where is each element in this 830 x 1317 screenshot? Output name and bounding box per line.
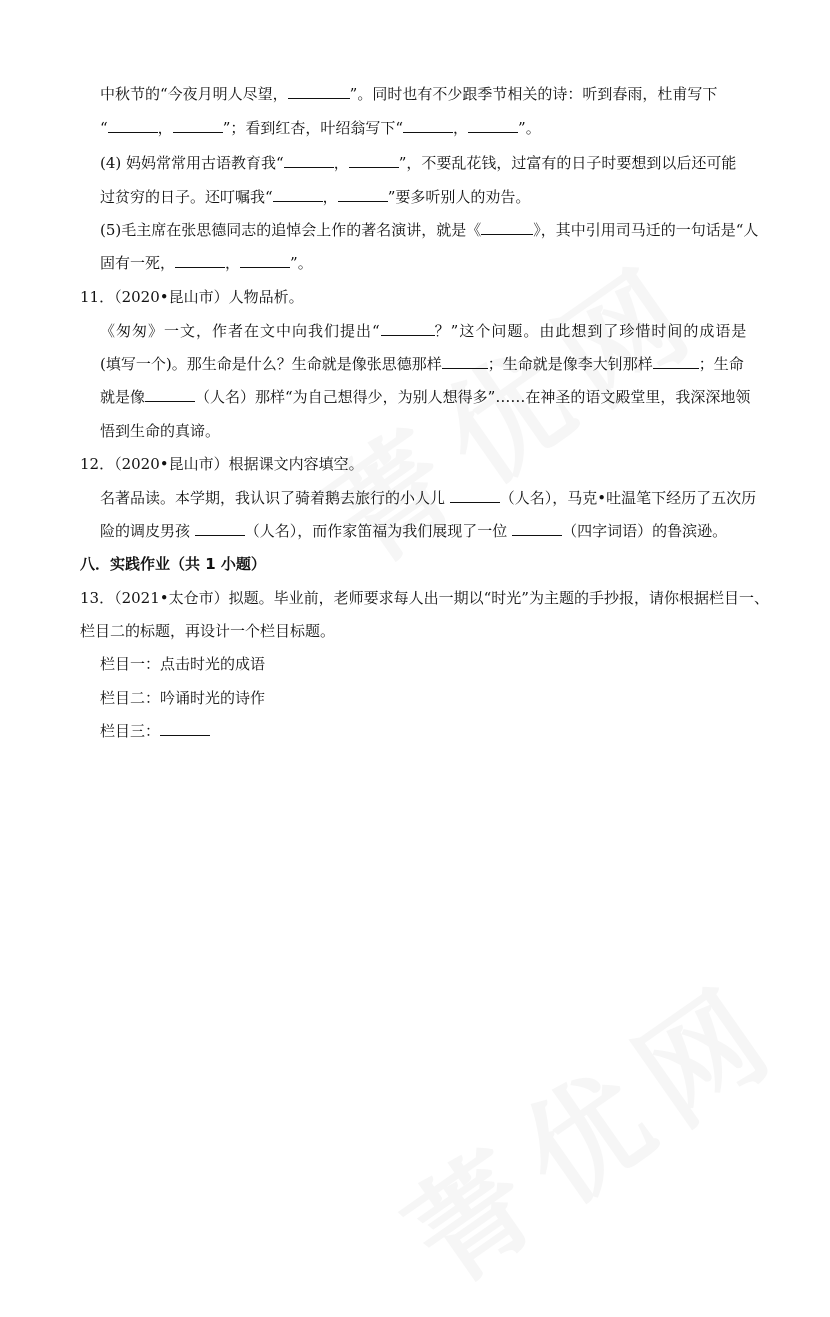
text-segment: ， [157,119,173,137]
answer-blank [338,187,388,202]
answer-blank [403,118,453,133]
text-segment: 中秋节的“今夜月明人尽望， [100,85,288,103]
answer-blank [450,488,500,503]
question-13-heading: 13．（2021•太仓市）拟题。毕业前，老师要求每人出一期以“时光”为主题的手抄报，请你根据栏目一、 [80,589,769,607]
text-segment: ， [322,188,338,206]
text-line [100,387,750,407]
text-segment: ， [453,119,469,137]
answer-blank [175,253,225,268]
text-line [100,521,727,541]
section-heading: 八．实践作业（共 1 小题） [80,555,266,573]
text-segment: (4) 妈妈常常用古语教育我“ [100,154,284,172]
text-line: 栏目二的标题，再设计一个栏目标题。 [80,622,336,640]
answer-blank [442,354,488,369]
text-line [100,253,313,273]
answer-blank [512,521,562,536]
text-segment: 就是像 [100,388,146,406]
text-line [100,84,717,104]
text-segment: ？”这个问题。由此想到了珍惜时间的成语是 [434,322,748,340]
text-line [100,153,736,173]
text-segment: （四字词语）的鲁滨逊。 [562,522,728,540]
answer-blank [288,84,350,99]
answer-blank [653,354,699,369]
column-1-title: 栏目一：点击时光的成语 [100,655,266,673]
text-segment: （人名），马克•吐温笔下经历了五次历 [499,489,757,507]
text-line [100,321,747,341]
question-12-heading: 12．（2020•昆山市）根据课文内容填空。 [80,455,364,473]
answer-blank [108,118,158,133]
text-segment: ”。 [290,254,313,272]
answer-blank [195,521,245,536]
answer-blank [481,220,533,235]
answer-blank [240,253,290,268]
text-segment: 固有一死， [100,254,176,272]
text-segment: ；生命 [698,355,744,373]
text-segment: 《匆匆》一文，作者在文中向我们提出“ [100,322,381,340]
column-3-title: 栏目三： [100,721,210,741]
text-line: 悟到生命的真谛。 [100,422,221,440]
answer-blank [468,118,518,133]
text-segment: ”；看到红杏，叶绍翁写下“ [222,119,404,137]
text-segment: ， [225,254,241,272]
answer-blank [173,118,223,133]
text-segment: ， [333,154,349,172]
text-line [100,187,530,207]
answer-blank [145,387,195,402]
answer-blank [160,721,210,736]
question-11-heading: 11．（2020•昆山市）人物品析。 [80,288,304,306]
text-segment: ”。同时也有不少跟季节相关的诗：听到春雨，杜甫写下 [349,85,718,103]
answer-blank [273,187,323,202]
answer-blank [381,321,435,336]
text-segment: 险的调皮男孩 [100,522,195,540]
text-segment: 》，其中引用司马迁的一句话是“人 [533,221,759,239]
text-segment: (5)毛主席在张思德同志的追悼会上作的著名演讲，就是《 [100,221,482,239]
answer-blank [284,153,334,168]
text-segment: 名著品读。本学期，我认识了骑着鹅去旅行的小人儿 [100,489,450,507]
text-line [100,488,756,508]
column-2-title: 栏目二：吟诵时光的诗作 [100,689,266,707]
text-segment: ”。 [518,119,541,137]
answer-blank [349,153,399,168]
text-line [100,220,758,240]
text-line [100,354,744,374]
text-segment: （人名）那样“为自己想得少，为别人想得多”……在神圣的语文殿堂里，我深深地领 [195,388,751,406]
text-segment: 过贫穷的日子。还叮嘱我“ [100,188,273,206]
text-line [100,118,541,138]
text-segment: (填写一个)。那生命是什么？生命就是像张思德那样 [100,355,442,373]
text-segment: ”要多听别人的劝告。 [387,188,531,206]
text-segment: “ [100,119,108,137]
watermark [369,935,812,1317]
text-segment: ”，不要乱花钱，过富有的日子时要想到以后还可能 [398,154,737,172]
text-segment: ；生命就是像李大钊那样 [487,355,653,373]
text-segment: （人名），而作家笛福为我们展现了一位 [244,522,513,540]
